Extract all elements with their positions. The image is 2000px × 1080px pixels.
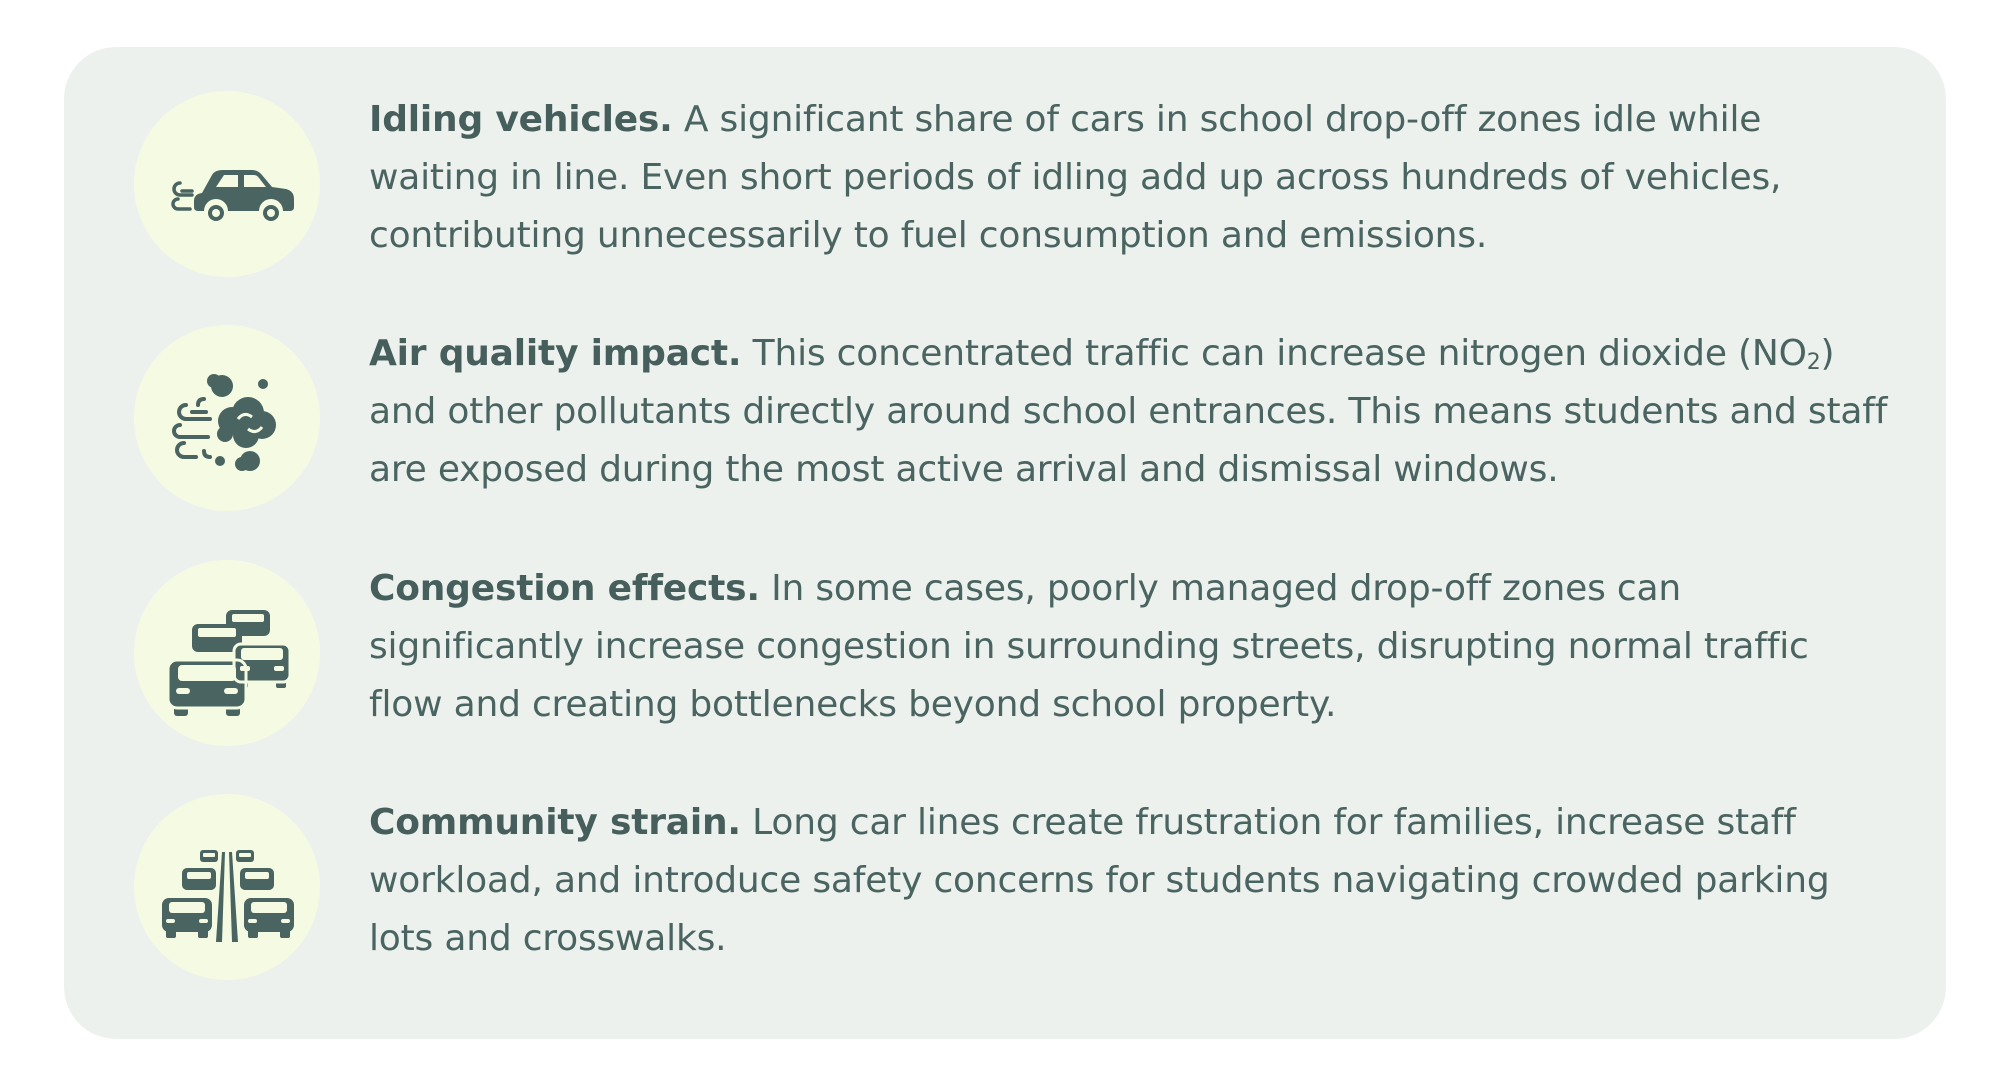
list-item-congestion — [134, 560, 1914, 750]
item-heading: Idling vehicles. — [369, 99, 673, 140]
item-text — [369, 91, 1889, 265]
list-item-air-quality — [134, 325, 1914, 515]
item-body: This concentrated traffic can increase nitrogen dioxide (NO — [741, 333, 1807, 374]
item-body: Long car lines create frustration for families, increase staff workload, and introduce safety concerns for students navigating crowded parking lots and crosswalks. — [369, 802, 1830, 959]
item-text — [369, 794, 1889, 968]
icon-badge — [134, 325, 320, 511]
subscript: 2 — [1806, 350, 1821, 375]
item-heading: Congestion effects. — [369, 568, 760, 609]
highway-traffic-icon — [152, 812, 302, 962]
item-text — [369, 560, 1889, 734]
icon-badge — [134, 91, 320, 277]
item-text — [369, 325, 1889, 499]
item-heading: Community strain. — [369, 802, 741, 843]
list-item-community-strain — [134, 794, 1914, 984]
traffic-jam-icon — [152, 578, 302, 728]
pollution-cloud-icon — [152, 343, 302, 493]
icon-badge — [134, 794, 320, 980]
list-item-idling-vehicles — [134, 91, 1914, 281]
info-card — [64, 47, 1946, 1039]
item-heading: Air quality impact. — [369, 333, 742, 374]
icon-badge — [134, 560, 320, 746]
item-body: A significant share of cars in school drop-off zones idle while waiting in line. Even short periods of idling add up across hundreds of vehicles, contributing unnecessarily to fuel consumption and emissions. — [369, 99, 1782, 256]
idling-car-icon — [152, 109, 302, 259]
item-body: In some cases, poorly managed drop-off zones can significantly increase congestion in surrounding streets, disrupting normal traffic flow and creating bottlenecks beyond school property. — [369, 568, 1809, 725]
item-body-continued: ) and other pollutants directly around school entrances. This means students and staff are exposed during the most active arrival and dismissal windows. — [369, 333, 1888, 490]
